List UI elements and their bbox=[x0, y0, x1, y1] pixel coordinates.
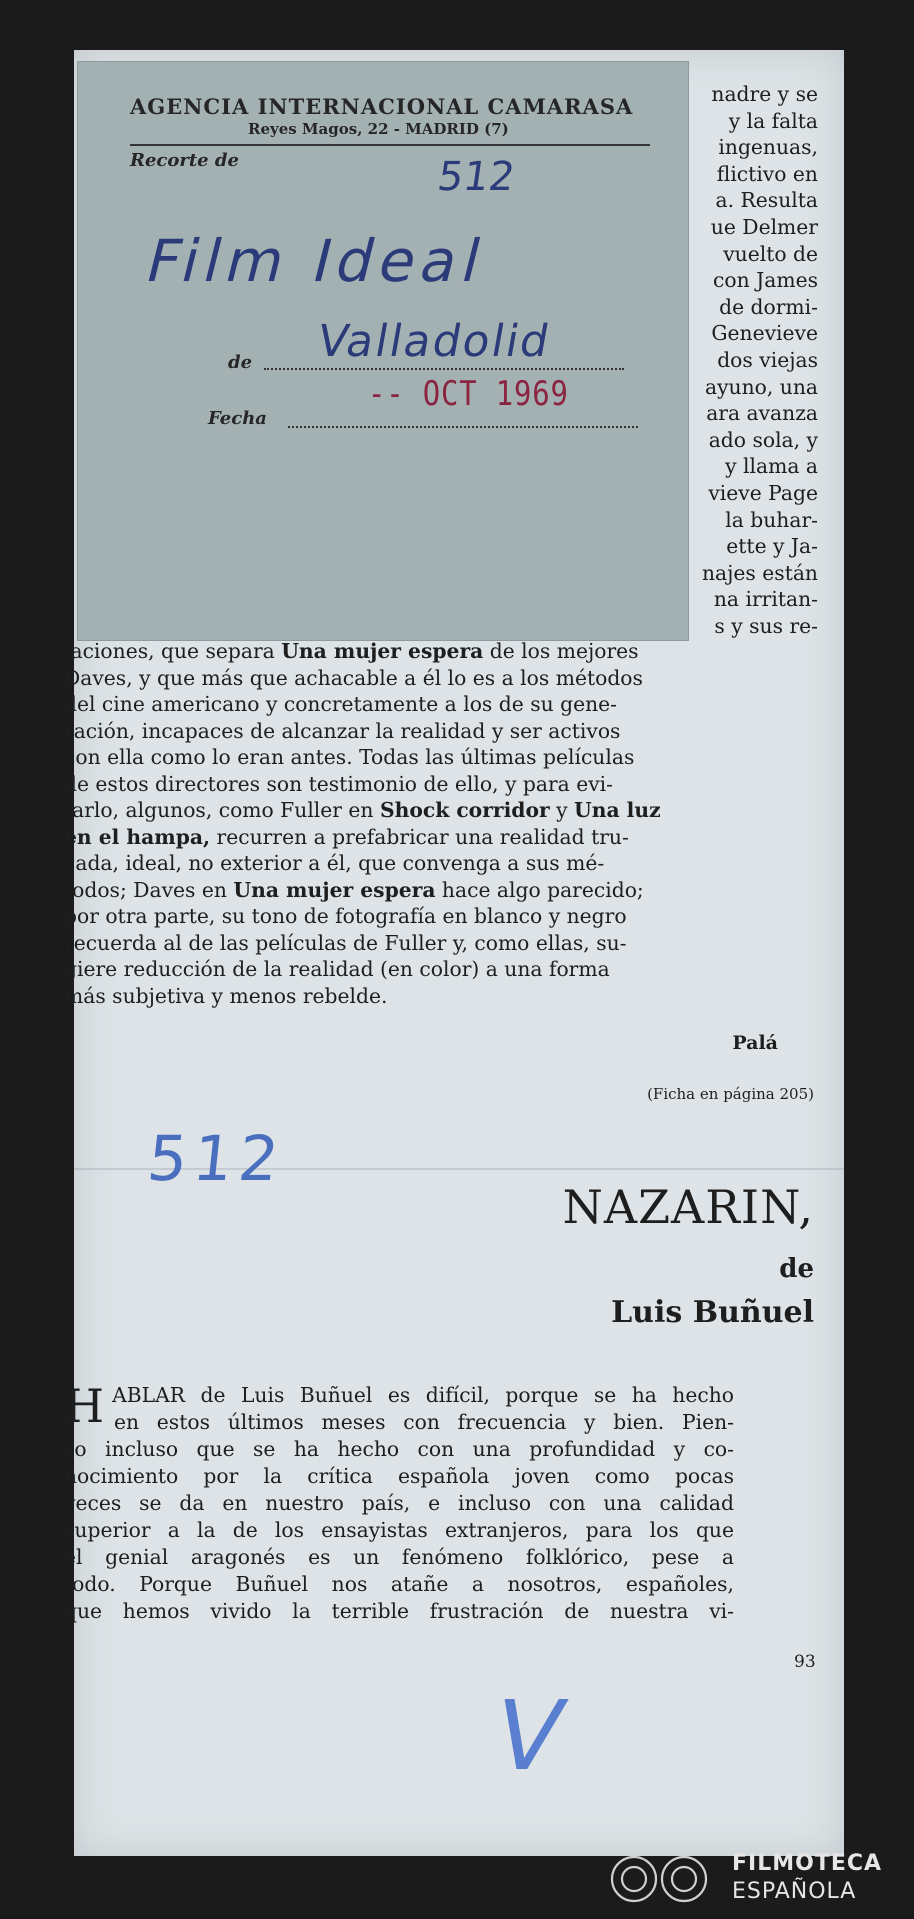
text-fragment: a. Resulta bbox=[715, 188, 818, 213]
recorte-label: Recorte de bbox=[130, 150, 239, 171]
text-fragment: nadre y se bbox=[711, 82, 818, 106]
agency-clipping-slip bbox=[78, 62, 688, 640]
film-title: en el hampa, bbox=[64, 824, 211, 849]
date-stamp: -- OCT 1969 bbox=[368, 374, 569, 414]
text-fragment: ue Delmer bbox=[710, 215, 818, 239]
handwritten-city: Valladolid bbox=[313, 316, 555, 367]
text-fragment: con James bbox=[713, 268, 818, 293]
article-line: que hemos vivido la terrible frustración de nuestra vi- bbox=[64, 1599, 734, 1623]
review-line: recurren a prefabricar una realidad tru- bbox=[210, 824, 629, 849]
text-fragment: s y sus re- bbox=[714, 614, 818, 638]
article-line: todo. Porque Buñuel nos atañe a nosotros, españoles, bbox=[64, 1572, 734, 1596]
review-line: hace algo parecido; bbox=[435, 877, 644, 902]
agency-address: Reyes Magos, 22 - MADRID (7) bbox=[248, 120, 509, 138]
article-author: Luis Buñuel bbox=[611, 1295, 814, 1330]
article-line: en estos últimos meses con frecuencia y bien. Pien- bbox=[114, 1410, 734, 1434]
handwritten-check-mark: V bbox=[484, 1680, 574, 1792]
drop-cap: H bbox=[64, 1379, 105, 1433]
article-title: NAZARIN, bbox=[562, 1180, 814, 1234]
text-fragment: y llama a bbox=[725, 454, 818, 479]
review-line: laciones, que separa bbox=[64, 639, 282, 663]
fecha-label: Fecha bbox=[208, 408, 267, 429]
review-line: de estos directores son testimonio de ello, y para evi- bbox=[64, 771, 613, 796]
text-fragment: najes están bbox=[701, 560, 818, 585]
review-line: más subjetiva y menos rebelde. bbox=[64, 983, 388, 1008]
fecha-dotted-line bbox=[288, 426, 638, 428]
article-de: de bbox=[779, 1254, 814, 1284]
film-title: Una mujer espera bbox=[233, 877, 436, 902]
review-line: todos; Daves en bbox=[64, 877, 234, 902]
film-title: Shock corridor bbox=[379, 798, 550, 822]
agency-name: AGENCIA INTERNACIONAL CAMARASA bbox=[130, 94, 634, 119]
logo-line-1: FILMOTECA bbox=[732, 1851, 883, 1876]
review-line: y bbox=[549, 798, 575, 822]
text-fragment: vieve Page bbox=[708, 481, 818, 505]
text-fragment: na irritan- bbox=[713, 587, 818, 612]
review-line: Daves, y que más que achacable a él lo es a los métodos bbox=[64, 665, 643, 690]
article-line: superior a la de los ensayistas extranjeros, para los que bbox=[64, 1518, 734, 1542]
handwritten-reference-2: 512 bbox=[144, 1122, 289, 1195]
article-line: so incluso que se ha hecho con una profundidad y co- bbox=[64, 1437, 734, 1461]
article-line: nocimiento por la crítica española joven como pocas bbox=[64, 1464, 734, 1488]
ficha-note: (Ficha en página 205) bbox=[647, 1085, 814, 1103]
film-title: Una mujer espera bbox=[281, 639, 484, 663]
review-paragraph bbox=[64, 638, 734, 1009]
review-signature: Palá bbox=[732, 1032, 778, 1054]
review-line: del cine americano y concretamente a los de su gene- bbox=[64, 692, 618, 716]
divider bbox=[130, 144, 650, 146]
filmoteca-emblem-icon bbox=[606, 1849, 716, 1909]
text-fragment: ette y Ja- bbox=[726, 534, 818, 559]
text-fragment: ingenuas, bbox=[718, 135, 818, 160]
text-fragment: la buhar- bbox=[725, 507, 818, 532]
article-lines bbox=[64, 1379, 734, 1625]
handwritten-reference: 512 bbox=[434, 154, 518, 200]
text-fragment: vuelto de bbox=[723, 241, 818, 266]
text-fragment: ayuno, una bbox=[705, 374, 818, 399]
de-label: de bbox=[228, 352, 253, 373]
text-fragment: ara avanza bbox=[706, 401, 818, 426]
text-fragment: Genevieve bbox=[711, 321, 818, 346]
handwritten-publication: Film Ideal bbox=[139, 227, 495, 295]
page-number: 93 bbox=[794, 1652, 816, 1672]
review-line: cada, ideal, no exterior a él, que convenga a sus mé- bbox=[64, 851, 605, 875]
text-fragment: de dormi- bbox=[719, 294, 818, 319]
review-line: tarlo, algunos, como Fuller en bbox=[64, 798, 380, 822]
text-fragment: y la falta bbox=[728, 108, 818, 133]
film-title: Una luz bbox=[574, 798, 661, 822]
article-body bbox=[64, 1379, 734, 1625]
article-line: veces se da en nuestro país, e incluso con una calidad bbox=[64, 1491, 734, 1515]
review-line: ración, incapaces de alcanzar la realidad y ser activos bbox=[64, 718, 621, 743]
review-text bbox=[64, 638, 734, 1009]
review-line: con ella como lo eran antes. Todas las últimas películas bbox=[64, 745, 635, 769]
text-fragment: flictivo en bbox=[716, 161, 818, 186]
logo-line-2: ESPAÑOLA bbox=[732, 1879, 857, 1904]
article-line: ABLAR de Luis Buñuel es difícil, porque se ha hecho bbox=[112, 1383, 734, 1407]
text-fragment: ado sola, y bbox=[708, 427, 818, 452]
article-line: el genial aragonés es un fenómeno folklórico, pese a bbox=[64, 1545, 734, 1569]
text-fragment: dos viejas bbox=[717, 348, 818, 372]
de-dotted-line bbox=[264, 368, 624, 370]
review-line: de los mejores bbox=[483, 639, 639, 663]
review-line: por otra parte, su tono de fotografía en blanco y negro bbox=[64, 904, 627, 928]
review-line: giere reducción de la realidad (en color) a una forma bbox=[64, 957, 610, 981]
filmoteca-logo bbox=[606, 1849, 906, 1913]
review-line: recuerda al de las películas de Fuller y, como ellas, su- bbox=[64, 930, 627, 955]
